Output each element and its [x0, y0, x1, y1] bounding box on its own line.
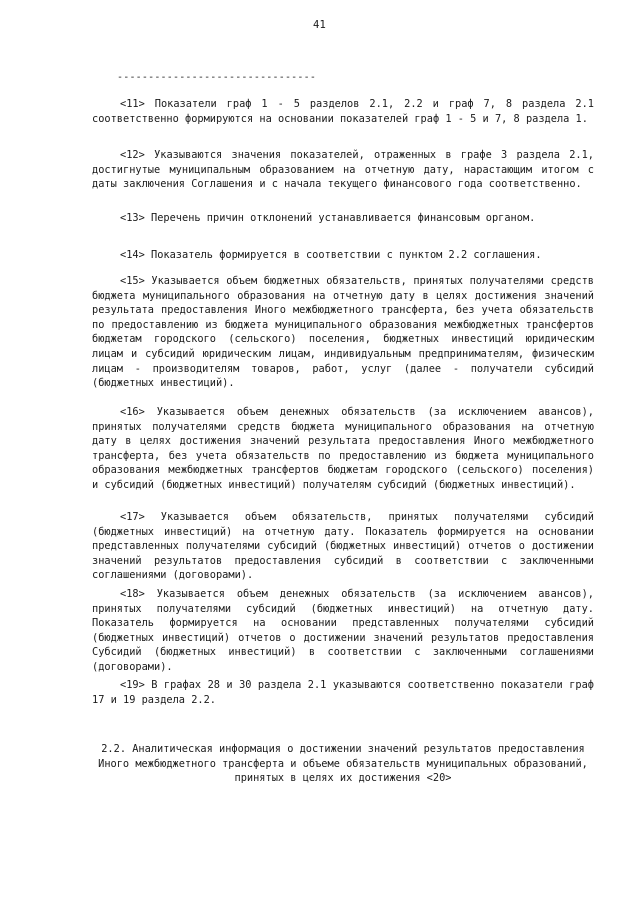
- footnote-12: <12> Указываются значения показателей, отраженных в графе 3 раздела 2.1, достигнутые муниципальным образованием на отчетную дату, нарастающим итогом с даты заключения Соглашения и с начала текущего финансового года соответственно.: [92, 149, 594, 191]
- footnote-13: <13> Перечень причин отклонений устанавливается финансовым органом.: [120, 212, 536, 224]
- section-heading: 2.2. Аналитическая информация о достижении значений результатов предоставления Иного межбюджетного трансферта и объеме обязательств муниципальных образований, принятых в целях их достижения <20>: [98, 743, 588, 785]
- footnote-11: <11> Показатели граф 1 - 5 разделов 2.1, 2.2 и граф 7, 8 раздела 2.1 соответственно формируются на основании показателей граф 1 - 5 и 7, 8 раздела 1.: [92, 98, 594, 125]
- footnote-17: <17> Указывается объем обязательств, принятых получателями субсидий (бюджетных инвестиций) на отчетную дату. Показатель формируется на основании представленных получателями субсидий (бюджетных инвестиций) отчетов о достижении значений результатов предоставления субсидий в соответствии с заключенными соглашениями (договорами).: [92, 511, 594, 582]
- footnote-15: <15> Указывается объем бюджетных обязательств, принятых получателями средств бюджета муниципального образования на отчетную дату в целях достижения значений результата предоставления Иного межбюджетного трансферта, без учета обязательств по предоставлению из бюджета муниципального образования межбюджетных трансфертов бюджетам городского (сельского) поселения, бюджетных инвестиций юридическим лицам и субсидий юридическим лицам, индивидуальным предпринимателям, физическим лицам - производителям товаров, работ, услуг (далее - получатели субсидий (бюджетных инвестиций).: [92, 275, 594, 390]
- page-number: 41: [312, 19, 327, 31]
- footnote-14: <14> Показатель формируется в соответствии с пунктом 2.2 соглашения.: [120, 249, 542, 261]
- footnote-18: <18> Указывается объем денежных обязательств (за исключением авансов), принятых получателями субсидий (бюджетных инвестиций) на отчетную дату. Показатель формируется на основании представленных получателями субсидий (бюджетных инвестиций) отчетов о достижении значений результатов предоставления Субсидий (бюджетных инвестиций) в соответствии с заключенными соглашениями (договорами).: [92, 588, 594, 673]
- footnote-16: <16> Указывается объем денежных обязательств (за исключением авансов), принятых получателями средств бюджета муниципального образования на отчетную дату в целях достижения значений результата предоставления Иного межбюджетного трансферта, без учета обязательств по предоставлению из бюджета муниципального образования межбюджетных трансфертов бюджетам городского (сельского) поселения) и субсидий (бюджетных инвестиций) получателям субсидий (бюджетных инвестиций).: [92, 406, 594, 491]
- footnote-separator: --------------------------------: [117, 72, 317, 83]
- footnote-19: <19> В графах 28 и 30 раздела 2.1 указываются соответственно показатели граф 17 и 19 раздела 2.2.: [92, 679, 594, 706]
